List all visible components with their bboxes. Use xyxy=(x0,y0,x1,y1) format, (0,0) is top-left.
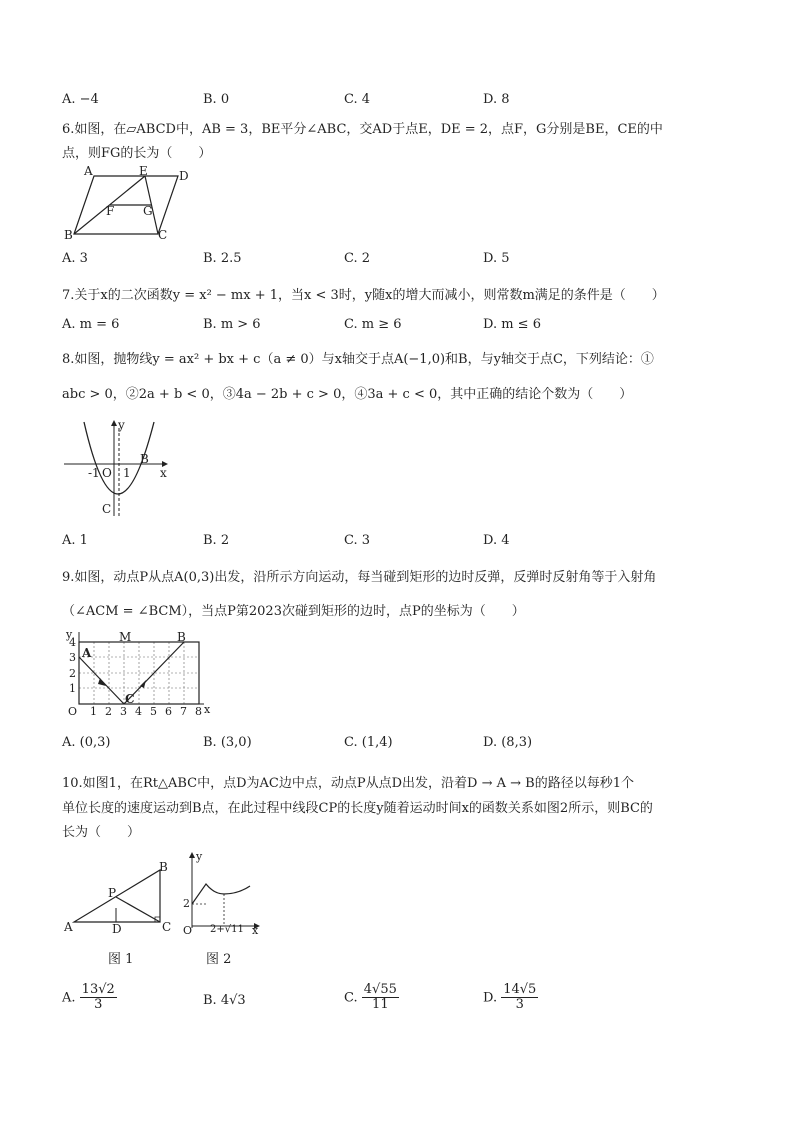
q10-fig2-label-o: O xyxy=(183,924,193,937)
q7-options xyxy=(62,317,742,337)
q8-label-c: C xyxy=(102,502,112,516)
q5-options xyxy=(62,92,742,112)
q10-fig2-label-y: y xyxy=(196,850,203,863)
q9-tick-x5: 5 xyxy=(150,705,157,718)
q8-label-y: y xyxy=(118,418,125,432)
q8-option-c[interactable]: C. 3 xyxy=(344,533,371,548)
q9-tick-y4: 4 xyxy=(69,636,76,649)
q9-tick-x4: 4 xyxy=(135,705,142,718)
q9-tick-y3: 3 xyxy=(69,651,76,664)
q8-figure xyxy=(62,418,172,518)
q8-options xyxy=(62,533,742,553)
q9-tick-x8: 8 xyxy=(195,705,202,718)
q10-fig2-caption: 图 2 xyxy=(206,952,232,967)
q10-fig2-tick-x: 2+√11 xyxy=(210,924,244,935)
q10-text-line2: 单位长度的速度运动到B点，在此过程中线段CP的长度y随着运动时间x的函数关系如图2所示，则BC的 xyxy=(62,801,653,816)
q10-fig1-caption: 图 1 xyxy=(108,952,134,967)
q6-text-line1: 6.如图，在▱ABCD中，AB = 3，BE平分∠ABC，交AD于点E，DE = 2，点F，G分别是BE，CE的中 xyxy=(62,122,663,137)
q8-label-1: 1 xyxy=(123,466,131,480)
q7-option-c[interactable]: C. m ≥ 6 xyxy=(344,317,402,332)
q10-fig1-label-c: C xyxy=(162,920,172,934)
q5-option-d[interactable]: D. 8 xyxy=(483,92,510,107)
q8-label-x: x xyxy=(160,466,167,480)
q9-text-line2: （∠ACM = ∠BCM），当点P第2023次碰到矩形的边时，点P的坐标为（ ） xyxy=(62,604,525,619)
q6-figure xyxy=(62,164,192,242)
q6-label-a: A xyxy=(84,164,93,178)
q6-option-a[interactable]: A. 3 xyxy=(62,251,88,266)
q8-text-line2: abc > 0，②2a + b < 0，③4a − 2b + c > 0，④3a + c < 0，其中正确的结论个数为（ ） xyxy=(62,387,633,402)
q9-tick-x3: 3 xyxy=(120,705,127,718)
q10-text-line3: 长为（ ） xyxy=(62,825,141,840)
q10-fig1-label-a: A xyxy=(64,920,73,934)
q10-fig1-label-p: P xyxy=(108,886,117,900)
q6-label-g: G xyxy=(143,204,153,218)
q6-option-b[interactable]: B. 2.5 xyxy=(203,251,242,266)
q7-text-line1: 7.关于x的二次函数y = x² − mx + 1，当x < 3时，y随x的增大而减小，则常数m满足的条件是（ ） xyxy=(62,288,665,303)
q9-option-d[interactable]: D. (8,3) xyxy=(483,735,533,750)
q6-option-d[interactable]: D. 5 xyxy=(483,251,510,266)
q9-option-b[interactable]: B. (3,0) xyxy=(203,735,252,750)
q10-figure2 xyxy=(182,850,262,940)
q9-options xyxy=(62,735,742,755)
q9-figure xyxy=(62,628,212,720)
q10-option-d-fraction xyxy=(501,983,538,1013)
q8-option-a[interactable]: A. 1 xyxy=(62,533,88,548)
q10-fig2-label-x: x xyxy=(252,924,259,937)
q10-fig1-label-d: D xyxy=(112,922,122,936)
q9-tick-y1: 1 xyxy=(69,682,76,695)
q9-label-o: O xyxy=(68,705,78,718)
q5-option-b[interactable]: B. 0 xyxy=(203,92,230,107)
q10-option-a-letter: A. xyxy=(62,990,76,1006)
q10-option-c[interactable] xyxy=(344,983,399,1013)
q10-option-c-letter: C. xyxy=(344,990,358,1006)
q9-text-line1: 9.如图，动点P从点A(0,3)出发，沿所示方向运动，每当碰到矩形的边时反弹，反弹时反射角等于入射角 xyxy=(62,570,657,585)
q6-text-line2: 点，则FG的长为（ ） xyxy=(62,146,212,161)
q10-option-c-denominator: 11 xyxy=(372,997,389,1013)
q10-fig2-tick-2: 2 xyxy=(183,897,190,910)
q6-label-d: D xyxy=(179,169,189,183)
q7-option-b[interactable]: B. m > 6 xyxy=(203,317,261,332)
q10-text-line1: 10.如图1，在Rt△ABC中，点D为AC边中点，动点P从点D出发，沿着D → A → B的路径以每秒1个 xyxy=(62,776,634,791)
q10-option-c-fraction xyxy=(362,983,399,1013)
q8-label-b: B xyxy=(140,452,149,466)
q9-label-a: A xyxy=(82,646,92,660)
q10-option-d[interactable] xyxy=(483,983,538,1013)
q6-label-e: E xyxy=(139,164,148,178)
q9-label-b: B xyxy=(177,630,186,644)
q8-label-o: O xyxy=(102,466,112,480)
q9-tick-x7: 7 xyxy=(180,705,187,718)
q8-text-line1: 8.如图，抛物线y = ax² + bx + c（a ≠ 0）与x轴交于点A(−1,0)和B，与y轴交于点C，下列结论：① xyxy=(62,352,654,367)
q7-option-d[interactable]: D. m ≤ 6 xyxy=(483,317,541,332)
q10-option-a-fraction xyxy=(80,983,117,1013)
q10-option-b-value: 4√3 xyxy=(220,993,246,1008)
q6-label-c: C xyxy=(158,228,168,242)
q9-option-c[interactable]: C. (1,4) xyxy=(344,735,393,750)
q6-label-f: F xyxy=(106,204,115,218)
q9-tick-x1: 1 xyxy=(90,705,97,718)
q8-label-neg1: -1 xyxy=(88,466,100,480)
q9-label-c: C xyxy=(125,692,135,706)
q10-fig1-label-b: B xyxy=(159,860,168,874)
q6-label-b: B xyxy=(64,228,73,242)
q6-options xyxy=(62,251,742,271)
q6-option-c[interactable]: C. 2 xyxy=(344,251,371,266)
q8-option-d[interactable]: D. 4 xyxy=(483,533,510,548)
q9-label-y: y xyxy=(66,628,73,641)
q10-option-a[interactable] xyxy=(62,983,117,1013)
q9-option-a[interactable]: A. (0,3) xyxy=(62,735,111,750)
q10-figure1 xyxy=(62,858,177,940)
q10-options xyxy=(62,983,742,1023)
q9-label-x: x xyxy=(204,703,211,716)
q5-option-c[interactable]: C. 4 xyxy=(344,92,371,107)
q10-option-d-numerator: 14√5 xyxy=(503,982,537,997)
q8-option-b[interactable]: B. 2 xyxy=(203,533,230,548)
q10-option-b-letter: B. xyxy=(203,993,217,1008)
q7-option-a[interactable]: A. m = 6 xyxy=(62,317,120,332)
q9-tick-y2: 2 xyxy=(69,667,76,680)
q10-option-b[interactable] xyxy=(203,993,246,1008)
q10-option-a-denominator: 3 xyxy=(94,997,103,1013)
q9-tick-x2: 2 xyxy=(105,705,112,718)
q9-tick-x6: 6 xyxy=(165,705,172,718)
q9-label-m: M xyxy=(119,630,132,644)
q10-option-d-letter: D. xyxy=(483,990,498,1006)
q10-option-c-numerator: 4√55 xyxy=(363,982,397,997)
q5-option-a[interactable]: A. −4 xyxy=(62,92,99,107)
q10-option-a-numerator: 13√2 xyxy=(81,982,115,997)
q10-option-d-denominator: 3 xyxy=(515,997,524,1013)
